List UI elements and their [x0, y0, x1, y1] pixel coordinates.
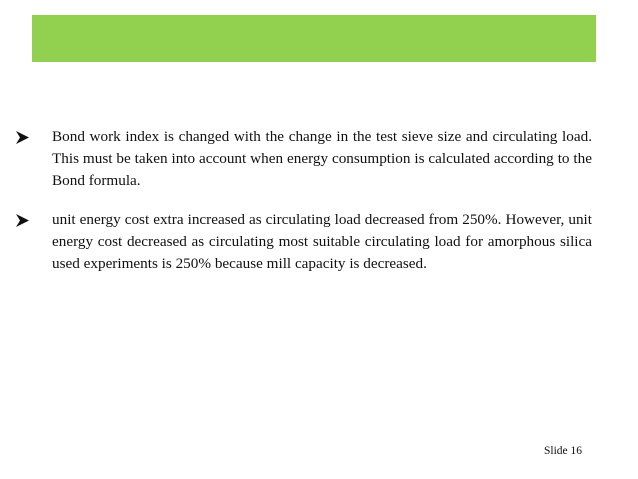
- arrowhead-icon: [16, 209, 52, 231]
- slide-number: Slide 16: [543, 445, 582, 457]
- bullet-list: [16, 126, 592, 292]
- bullet-text: Bond work index is changed with the change in the test sieve size and circulating load. This must be taken into account when energy consumption is calculated according to the Bond formula.: [52, 128, 592, 189]
- bullet-item: [16, 126, 592, 192]
- arrowhead-icon: [16, 126, 52, 148]
- bullet-item: [16, 209, 592, 275]
- header-bar: [32, 15, 596, 62]
- bullet-text: unit energy cost extra increased as circulating load decreased from 250%. However, unit energy cost decreased as circulating most suitable circulating load for amorphous silica used experiments is 250% because mill capacity is decreased.: [52, 211, 592, 272]
